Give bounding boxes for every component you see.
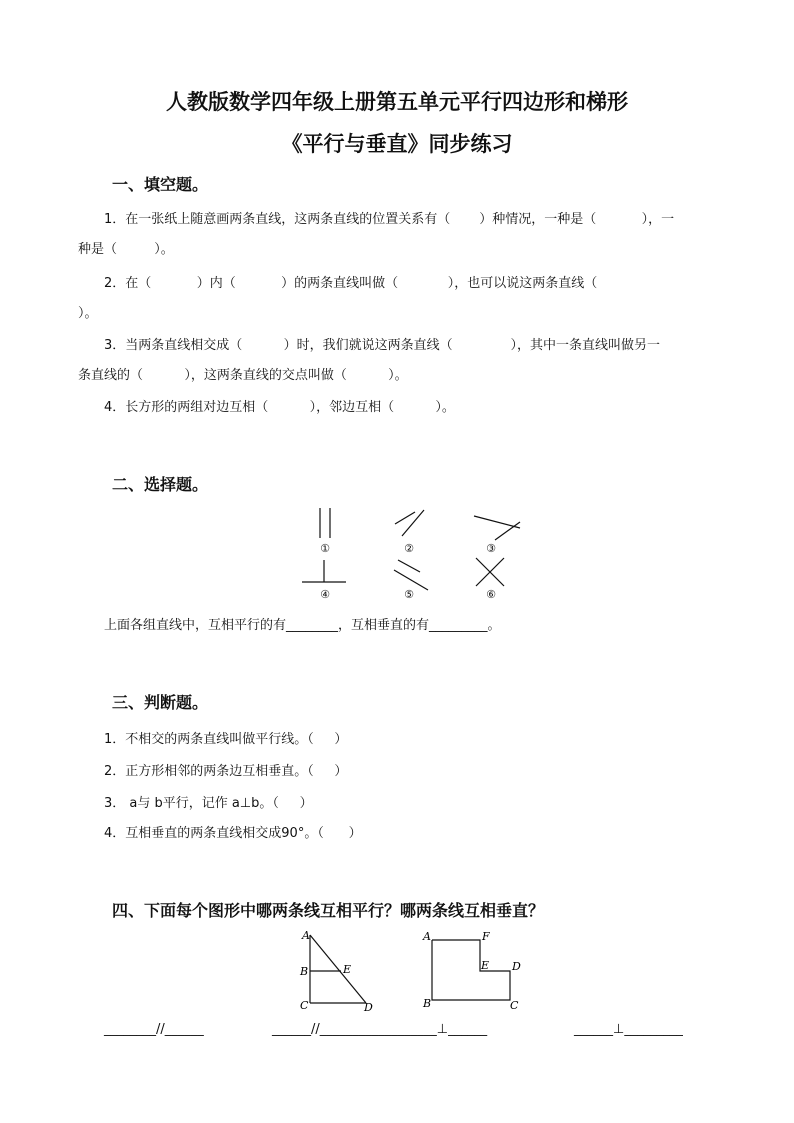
point-d2-label: D <box>512 960 521 973</box>
fill-q2-line2: ）。 <box>78 306 98 321</box>
point-c2-label: C <box>510 999 519 1012</box>
group5-line-a <box>398 560 420 572</box>
group5-line-b <box>394 570 428 590</box>
group-label-5: ⑤ <box>404 588 414 601</box>
point-d-label: D <box>364 1001 373 1014</box>
group-label-4: ④ <box>320 588 330 601</box>
judge-q3: 3． a与 b平行，记作 a⊥b。（ ） <box>104 796 313 811</box>
choice-question: 上面各组直线中，互相平行的有________，互相垂直的有_________。 <box>104 618 501 633</box>
fill-q1-line1: 1．在一张纸上随意画两条直线，这两条直线的位置关系有（ ）种情况，一种是（ ），一 <box>104 212 675 227</box>
section-judge-title: 三、判断题。 <box>112 693 209 712</box>
group-label-6: ⑥ <box>486 588 496 601</box>
triangle-figure <box>290 925 390 1015</box>
group2-line-a <box>395 512 415 524</box>
section-fill-blank-title: 一、填空题。 <box>112 175 209 194</box>
l-shape-outline <box>432 940 510 1000</box>
answer-line-1[interactable]: ________//______ <box>104 1022 204 1037</box>
group2-line-b <box>402 510 424 536</box>
group-label-1: ① <box>320 542 330 555</box>
answer-line-3[interactable]: ______⊥_________ <box>574 1022 683 1037</box>
judge-q4: 4．互相垂直的两条直线相交成90°。（ ） <box>104 826 362 841</box>
judge-q2: 2．正方形相邻的两条边互相垂直。（ ） <box>104 764 348 779</box>
section-choice-title: 二、选择题。 <box>112 475 209 494</box>
group-label-2: ② <box>404 542 414 555</box>
point-c-label: C <box>300 999 309 1012</box>
segment-ad <box>310 935 366 1003</box>
point-b-label: B <box>300 965 309 978</box>
fill-q3-line2: 条直线的（ ），这两条直线的交点叫做（ ）。 <box>78 368 408 383</box>
group3-line-a <box>474 516 520 528</box>
fill-q4: 4．长方形的两组对边互相（ ），邻边互相（ ）。 <box>104 400 455 415</box>
judge-q1: 1．不相交的两条直线叫做平行线。（ ） <box>104 732 348 747</box>
fill-q1-line2: 种是（ ）。 <box>78 242 174 257</box>
group-label-3: ③ <box>486 542 496 555</box>
point-e2-label: E <box>481 959 490 972</box>
l-shape-figure <box>418 925 528 1015</box>
point-e-label: E <box>343 963 352 976</box>
point-a2-label: A <box>423 930 431 943</box>
page-subtitle: 《平行与垂直》同步练习 <box>281 131 513 156</box>
point-f-label: F <box>482 930 490 943</box>
page-title: 人教版数学四年级上册第五单元平行四边形和梯形 <box>166 89 628 114</box>
fill-q2-line1: 2．在（ ）内（ ）的两条直线叫做（ ），也可以说这两条直线（ <box>104 276 598 291</box>
fill-q3-line1: 3．当两条直线相交成（ ）时，我们就说这两条直线（ ），其中一条直线叫做另一 <box>104 338 660 353</box>
answer-line-2[interactable]: ______//__________________⊥______ <box>272 1022 488 1037</box>
point-b2-label: B <box>423 997 432 1010</box>
section-figures-title: 四、下面每个图形中哪两条线互相平行？哪两条线互相垂直？ <box>112 901 545 920</box>
point-a-label: A <box>302 929 310 942</box>
